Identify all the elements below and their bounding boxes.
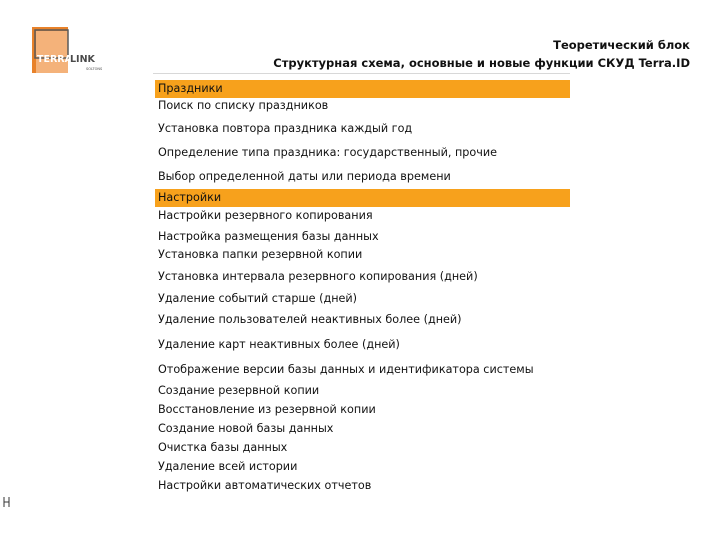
list-item: Настройки автоматических отчетов — [158, 479, 372, 492]
list-item: Удаление пользователей неактивных более (дней) — [158, 313, 462, 326]
list-item: Удаление карт неактивных более (дней) — [158, 338, 400, 351]
list-item: Настройка размещения базы данных — [158, 230, 379, 243]
list-item: Восстановление из резервной копии — [158, 403, 376, 416]
header-divider — [153, 73, 570, 74]
list-item: Создание новой базы данных — [158, 422, 334, 435]
page-edge-marker — [3, 497, 11, 507]
terralink-logo — [32, 27, 110, 73]
list-item: Удаление всей истории — [158, 460, 298, 473]
logo-text-right: LINK — [70, 54, 95, 65]
list-item: Поиск по списку праздников — [158, 99, 329, 112]
list-item: Выбор определенной даты или периода времени — [158, 170, 451, 183]
list-item: Установка папки резервной копии — [158, 248, 363, 261]
slide-header — [273, 36, 690, 72]
logo-tagline: SOLTONS — [86, 67, 103, 71]
logo-text-left: TERRA — [37, 54, 72, 65]
list-item: Установка повтора праздника каждый год — [158, 122, 413, 135]
header-line-1: Теоретический блок — [553, 38, 690, 52]
section-header-holidays: Праздники — [155, 80, 570, 98]
list-item: Создание резервной копии — [158, 384, 320, 397]
header-line-2: Структурная схема, основные и новые функции СКУД Terra.ID — [273, 56, 690, 70]
section-header-settings: Настройки — [155, 189, 570, 207]
list-item: Отображение версии базы данных и идентификатора системы — [158, 363, 534, 376]
list-item: Очистка базы данных — [158, 441, 288, 454]
list-item: Определение типа праздника: государственный, прочие — [158, 146, 497, 159]
list-item: Настройки резервного копирования — [158, 209, 373, 222]
list-item: Удаление событий старше (дней) — [158, 292, 358, 305]
list-item: Установка интервала резервного копирования (дней) — [158, 270, 478, 283]
